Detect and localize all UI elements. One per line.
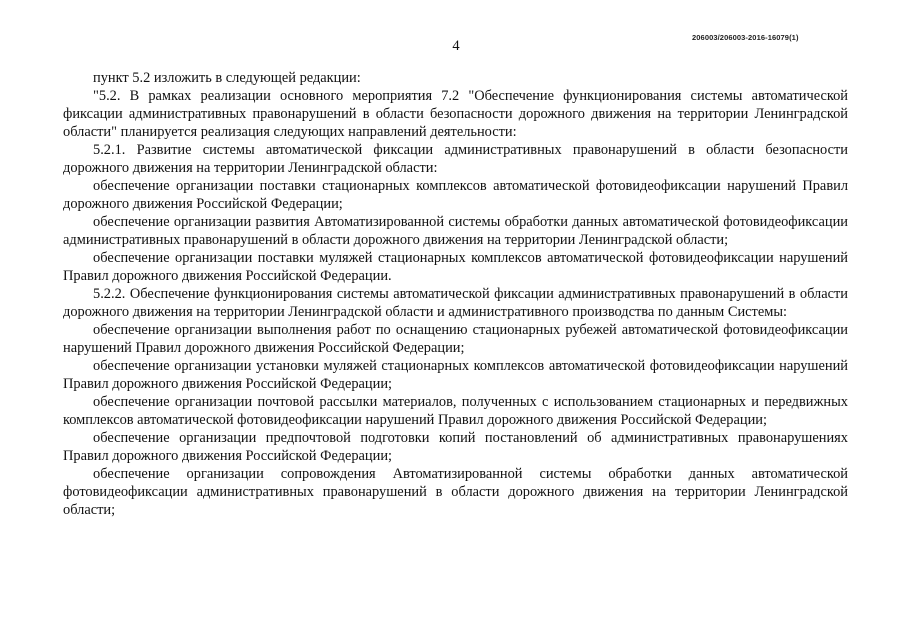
paragraph-item: обеспечение организации сопровождения Автоматизированной системы обработки данных автоматической фотовидеофиксации административных правонарушений в области дорожного движения на территории Ленинградской области;: [63, 466, 848, 518]
paragraph-5-2: "5.2. В рамках реализации основного мероприятия 7.2 "Обеспечение функционирования системы автоматической фиксации административных правонарушений в области безопасности дорожного движения на территории Ленинградской области" планируется реализация следующих направлений деятельности:: [63, 88, 848, 140]
paragraph-item: обеспечение организации выполнения работ по оснащению стационарных рубежей автоматической фотовидеофиксации нарушений Правил дорожного движения Российской Федерации;: [63, 322, 848, 356]
paragraph-item: обеспечение организации почтовой рассылки материалов, полученных с использованием стационарных и передвижных комплексов автоматической фотовидеофиксации нарушений Правил дорожного движения Российской Федерации;: [63, 394, 848, 428]
page-number: 4: [452, 38, 460, 54]
document-body: [63, 69, 848, 519]
paragraph-item: обеспечение организации поставки муляжей стационарных комплексов автоматической фотовидеофиксации нарушений Правил дорожного движения Российской Федерации.: [63, 250, 848, 284]
paragraph-5-2-2: 5.2.2. Обеспечение функционирования системы автоматической фиксации административных правонарушений в области дорожного движения на территории Ленинградской области и административного производства по данным Системы:: [63, 286, 848, 320]
paragraph-intro: пункт 5.2 изложить в следующей редакции:: [93, 70, 361, 86]
paragraph-5-2-1: 5.2.1. Развитие системы автоматической фиксации административных правонарушений в области безопасности дорожного движения на территории Ленинградской области:: [63, 142, 848, 176]
paragraph-item: обеспечение организации установки муляжей стационарных комплексов автоматической фотовидеофиксации нарушений Правил дорожного движения Российской Федерации;: [63, 358, 848, 392]
paragraph-item: обеспечение организации развития Автоматизированной системы обработки данных автоматической фотовидеофиксации административных правонарушений в области дорожного движения на территории Ленинградской области;: [63, 214, 848, 248]
paragraph-item: обеспечение организации предпочтовой подготовки копий постановлений об административных правонарушениях Правил дорожного движения Российской Федерации;: [63, 430, 848, 464]
paragraph-item: обеспечение организации поставки стационарных комплексов автоматической фотовидеофиксации нарушений Правил дорожного движения Российской Федерации;: [63, 178, 848, 212]
document-code: 206003/206003-2016-16079(1): [692, 33, 799, 42]
